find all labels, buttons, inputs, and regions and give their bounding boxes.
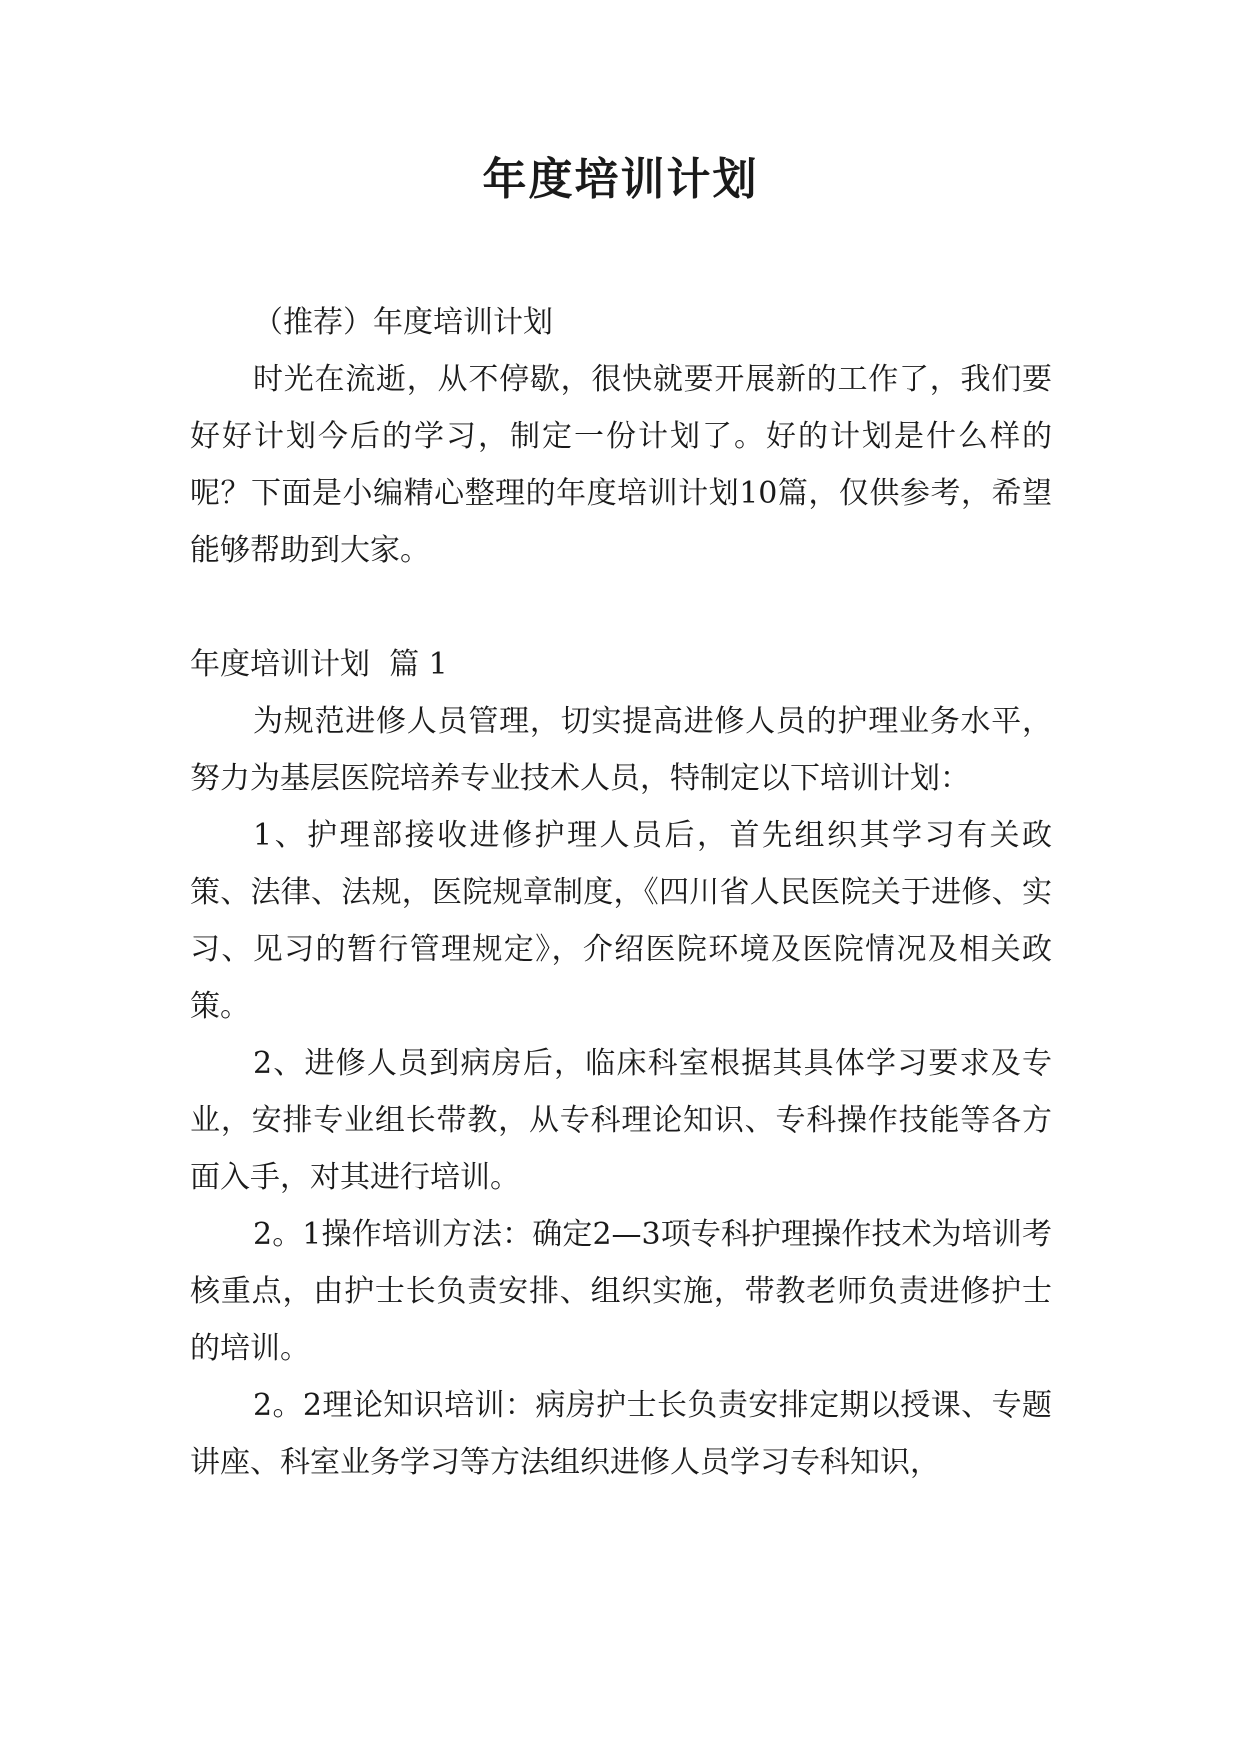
document-subtitle: （推荐）年度培训计划 bbox=[253, 305, 553, 340]
paragraph: 为规范进修人员管理，切实提高进修人员的护理业务水平，努力为基层医院培养专业技术人员，特制定以下培训计划： bbox=[190, 704, 1052, 796]
paragraph: 2。2理论知识培训：病房护士长负责安排定期以授课、专题讲座、科室业务学习等方法组织进修人员学习专科知识， bbox=[190, 1388, 1052, 1480]
document-title: 年度培训计划 bbox=[482, 154, 759, 205]
document-body bbox=[190, 294, 1052, 1491]
intro-paragraph: 时光在流逝，从不停歇，很快就要开展新的工作了，我们要好好计划今后的学习，制定一份计划了。好的计划是什么样的呢？下面是小编精心整理的年度培训计划10篇，仅供参考，希望能够帮助到大家。 bbox=[190, 362, 1052, 568]
paragraph: 2。1操作培训方法：确定2—3项专科护理操作技术为培训考核重点，由护士长负责安排、组织实施，带教老师负责进修护士的培训。 bbox=[190, 1217, 1052, 1366]
paragraph: 1、护理部接收进修护理人员后，首先组织其学习有关政策、法律、法规，医院规章制度，《四川省人民医院关于进修、实习、见习的暂行管理规定》，介绍医院环境及医院情况及相关政策。 bbox=[190, 818, 1052, 1024]
section-heading: 年度培训计划 篇 1 bbox=[190, 647, 448, 682]
paragraph: 2、进修人员到病房后，临床科室根据其具体学习要求及专业，安排专业组长带教，从专科理论知识、专科操作技能等各方面入手，对其进行培训。 bbox=[190, 1046, 1052, 1195]
